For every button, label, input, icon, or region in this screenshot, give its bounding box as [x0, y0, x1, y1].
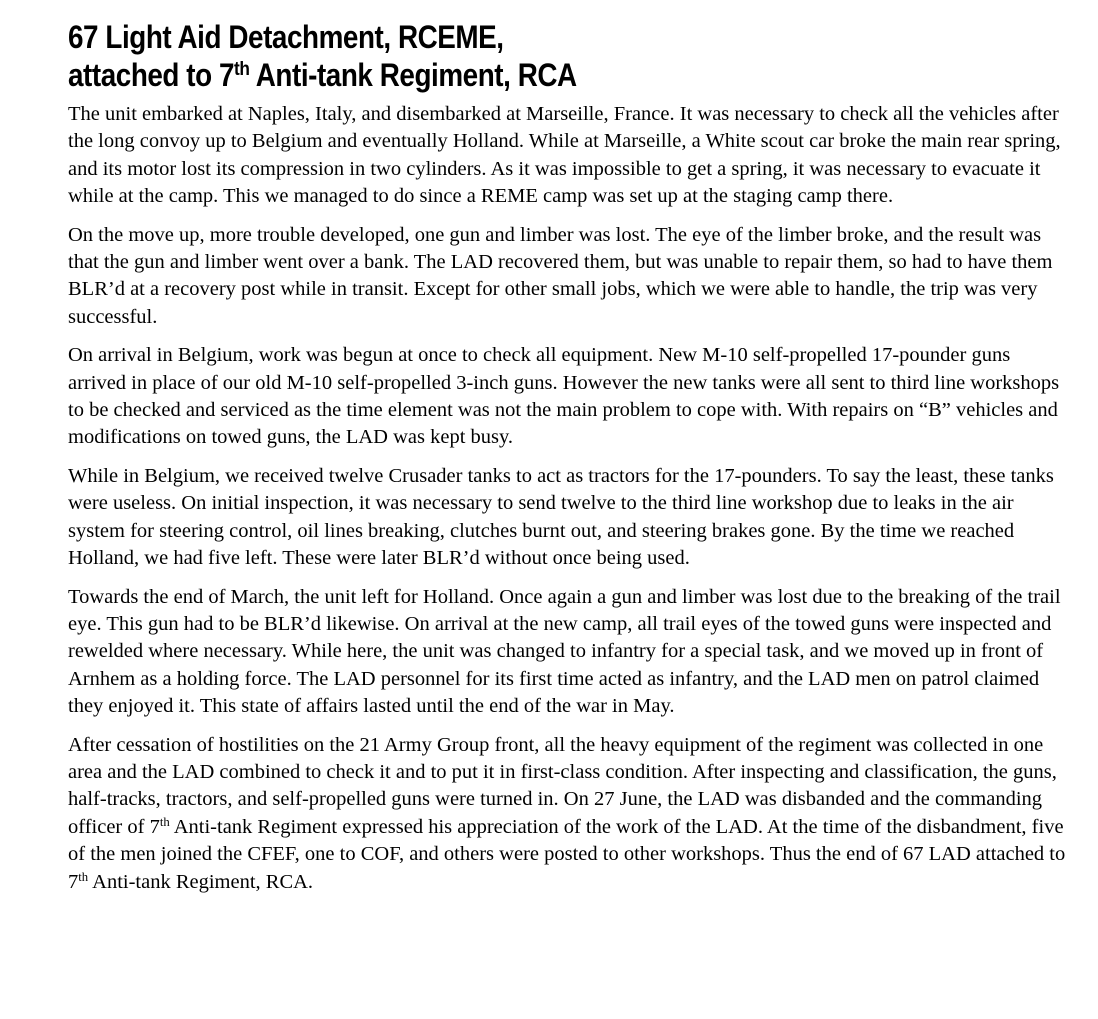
document-title	[68, 18, 938, 94]
paragraph-2: On the move up, more trouble developed, one gun and limber was lost. The eye of the limber broke, and the result was that the gun and limber went over a bank. The LAD recovered them, but was unable to repair them, so had to have them BLR’d at a recovery post while in transit. Except for other small jobs, which we were able to handle, the trip was very successful.	[68, 223, 1053, 328]
paragraph-4: While in Belgium, we received twelve Crusader tanks to act as tractors for the 17-pounders. To say the least, these tanks were useless. On initial inspection, it was necessary to send twelve to the third line workshop due to leaks in the air system for steering control, oil lines breaking, clutches burnt out, and steering brakes gone. By the time we reached Holland, we had five left. These were later BLR’d without once being used.	[68, 464, 1054, 570]
document-title-line-1: 67 Light Aid Detachment, RCEME,	[68, 19, 504, 55]
paragraph-5: Towards the end of March, the unit left for Holland. Once again a gun and limber was lost due to the breaking of the trail eye. This gun had to be BLR’d likewise. On arrival at the new camp, all trail eyes of the towed guns were inspected and rewelded where necessary. While here, the unit was changed to infantry for a special task, and we moved up in front of Arnhem as a holding force. The LAD personnel for its first time acted as infantry, and the LAD men on patrol claimed they enjoyed it. This state of affairs lasted until the end of the war in May.	[68, 585, 1061, 718]
paragraph-6: After cessation of hostilities on the 21 Army Group front, all the heavy equipment of the regiment was collected in one area and the LAD combined to check it and to put it in first-class condition. After inspecting and classification, the guns, half-tracks, tractors, and self-propelled guns were turned in. On 27 June, the LAD was disbanded and the commanding officer of 7th Anti-tank Regiment expressed his appreciation of the work of the LAD. At the time of the disbandment, five of the men joined the CFEF, one to COF, and others were posted to other workshops. Thus the end of 67 LAD attached to 7th Anti-tank Regiment, RCA.	[68, 733, 1066, 893]
document-title-line-2: attached to 7th Anti-tank Regiment, RCA	[68, 57, 577, 93]
paragraph-1: The unit embarked at Naples, Italy, and disembarked at Marseille, France. It was necessary to check all the vehicles after the long convoy up to Belgium and eventually Holland. While at Marseille, a White scout car broke the main rear spring, and its motor lost its compression in two cylinders. As it was impossible to get a spring, it was necessary to evacuate it while at the camp. This we managed to do since a REME camp was set up at the staging camp there.	[68, 103, 1061, 208]
paragraph-3: On arrival in Belgium, work was begun at once to check all equipment. New M-10 self-propelled 17-pounder guns arrived in place of our old M-10 self-propelled 3-inch guns. However the new tanks were all sent to third line workshops to be checked and serviced as the time element was not the main problem to cope with. With repairs on “B” vehicles and modifications on towed guns, the LAD was kept busy.	[68, 344, 1060, 449]
document-body	[68, 101, 1068, 896]
